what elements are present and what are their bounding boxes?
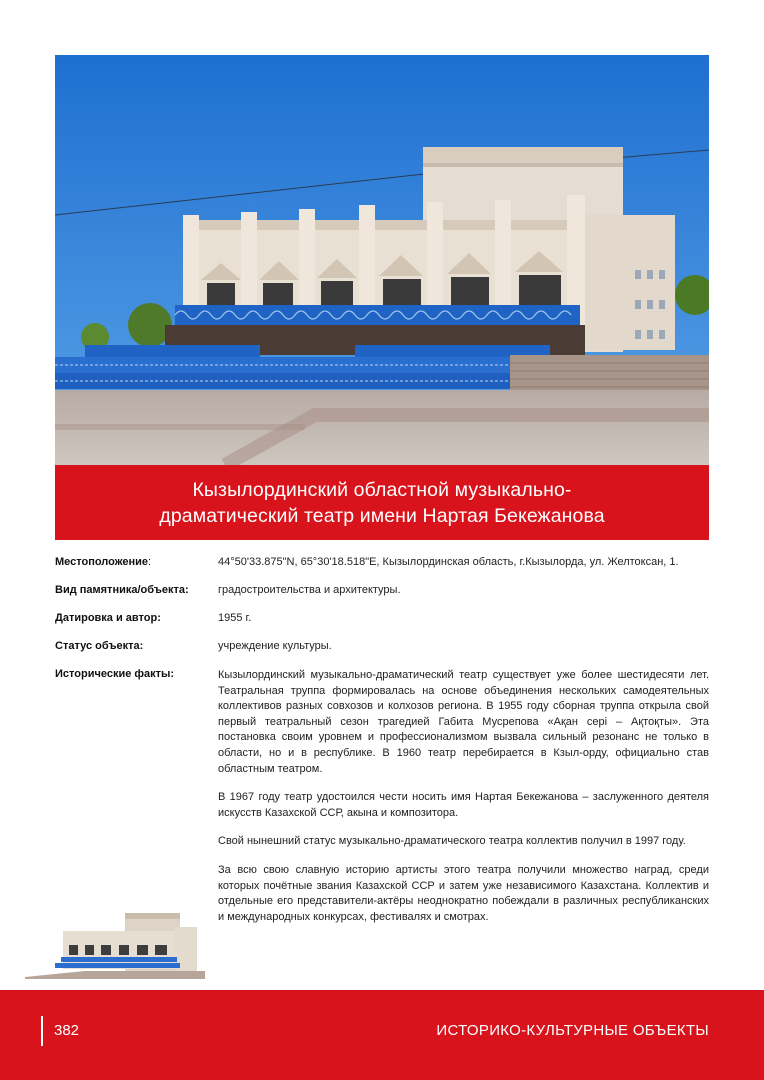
date-value: 1955 г. bbox=[218, 612, 252, 624]
section-title: ИСТОРИКО-КУЛЬТУРНЫЕ ОБЪЕКТЫ bbox=[436, 1022, 709, 1039]
facts-paragraph: В 1967 году театр удостоился чести носить имя Нартая Бекежанова – заслуженного деятеля искусств Казахской ССР, акына и композитора. bbox=[218, 791, 709, 819]
type-label: Вид памятника/объекта: bbox=[55, 584, 189, 596]
object-title-line-2: драматический театр имени Нартая Бекежанова bbox=[159, 504, 605, 527]
object-title-line-1: Кызылординский областной музыкально- bbox=[192, 478, 572, 501]
facts-label: Исторические факты: bbox=[55, 668, 175, 680]
title-band bbox=[55, 465, 709, 540]
facts-paragraph: За всю свою славную историю артисты этого театра получили множество наград, среди которых почётные звания Казахской ССР и затем уже независимого Казахстана. Коллектив и отдельные его представители-актёры неоднократно побеждали в различных республиканских и международных конкурсах, фестивалях и смотрах. bbox=[218, 863, 709, 923]
location-label: Местоположение: bbox=[55, 556, 152, 568]
status-label: Статус объекта: bbox=[55, 640, 144, 652]
page-footer bbox=[0, 990, 764, 1080]
type-value: градостроительства и архитектуры. bbox=[218, 584, 401, 596]
building-thumbnail-illustration bbox=[25, 905, 205, 983]
building-thumbnail bbox=[25, 905, 205, 983]
facts-paragraph: Свой нынешний статус музыкально-драматического театра коллектив получил в 1997 году. bbox=[218, 835, 686, 848]
footer-divider bbox=[41, 1016, 43, 1046]
status-value: учреждение культуры. bbox=[218, 640, 332, 652]
facts-paragraph: Кызылординский музыкально-драматический театр существует уже более шестидесяти лет. Театральная труппа формировалась на основе объединения нескольких самодеятельных коллективов разных совхозов и колхозов региона. В 1955 году сборная труппа открыла свой первый театральный сезон трагедией Габита Мусрепова «Ақан серi – Ақтоқты». Эта постановка своим уровнем и профессионализмом вызвала сильный резонанс не только в области, но и в республике. В 1960 театр перебирается в Кзыл-орду, официально став областным театром. bbox=[218, 669, 709, 775]
page-number: 382 bbox=[54, 1022, 80, 1039]
facts-text bbox=[218, 668, 709, 938]
date-label: Датировка и автор: bbox=[55, 612, 161, 624]
location-value: 44°50'33.875"N, 65°30'18.518"E, Кызылординская область, г.Кызылорда, ул. Желтоксан, 1. bbox=[218, 556, 679, 568]
theater-photo-illustration bbox=[55, 55, 709, 465]
theater-photo bbox=[55, 55, 709, 465]
